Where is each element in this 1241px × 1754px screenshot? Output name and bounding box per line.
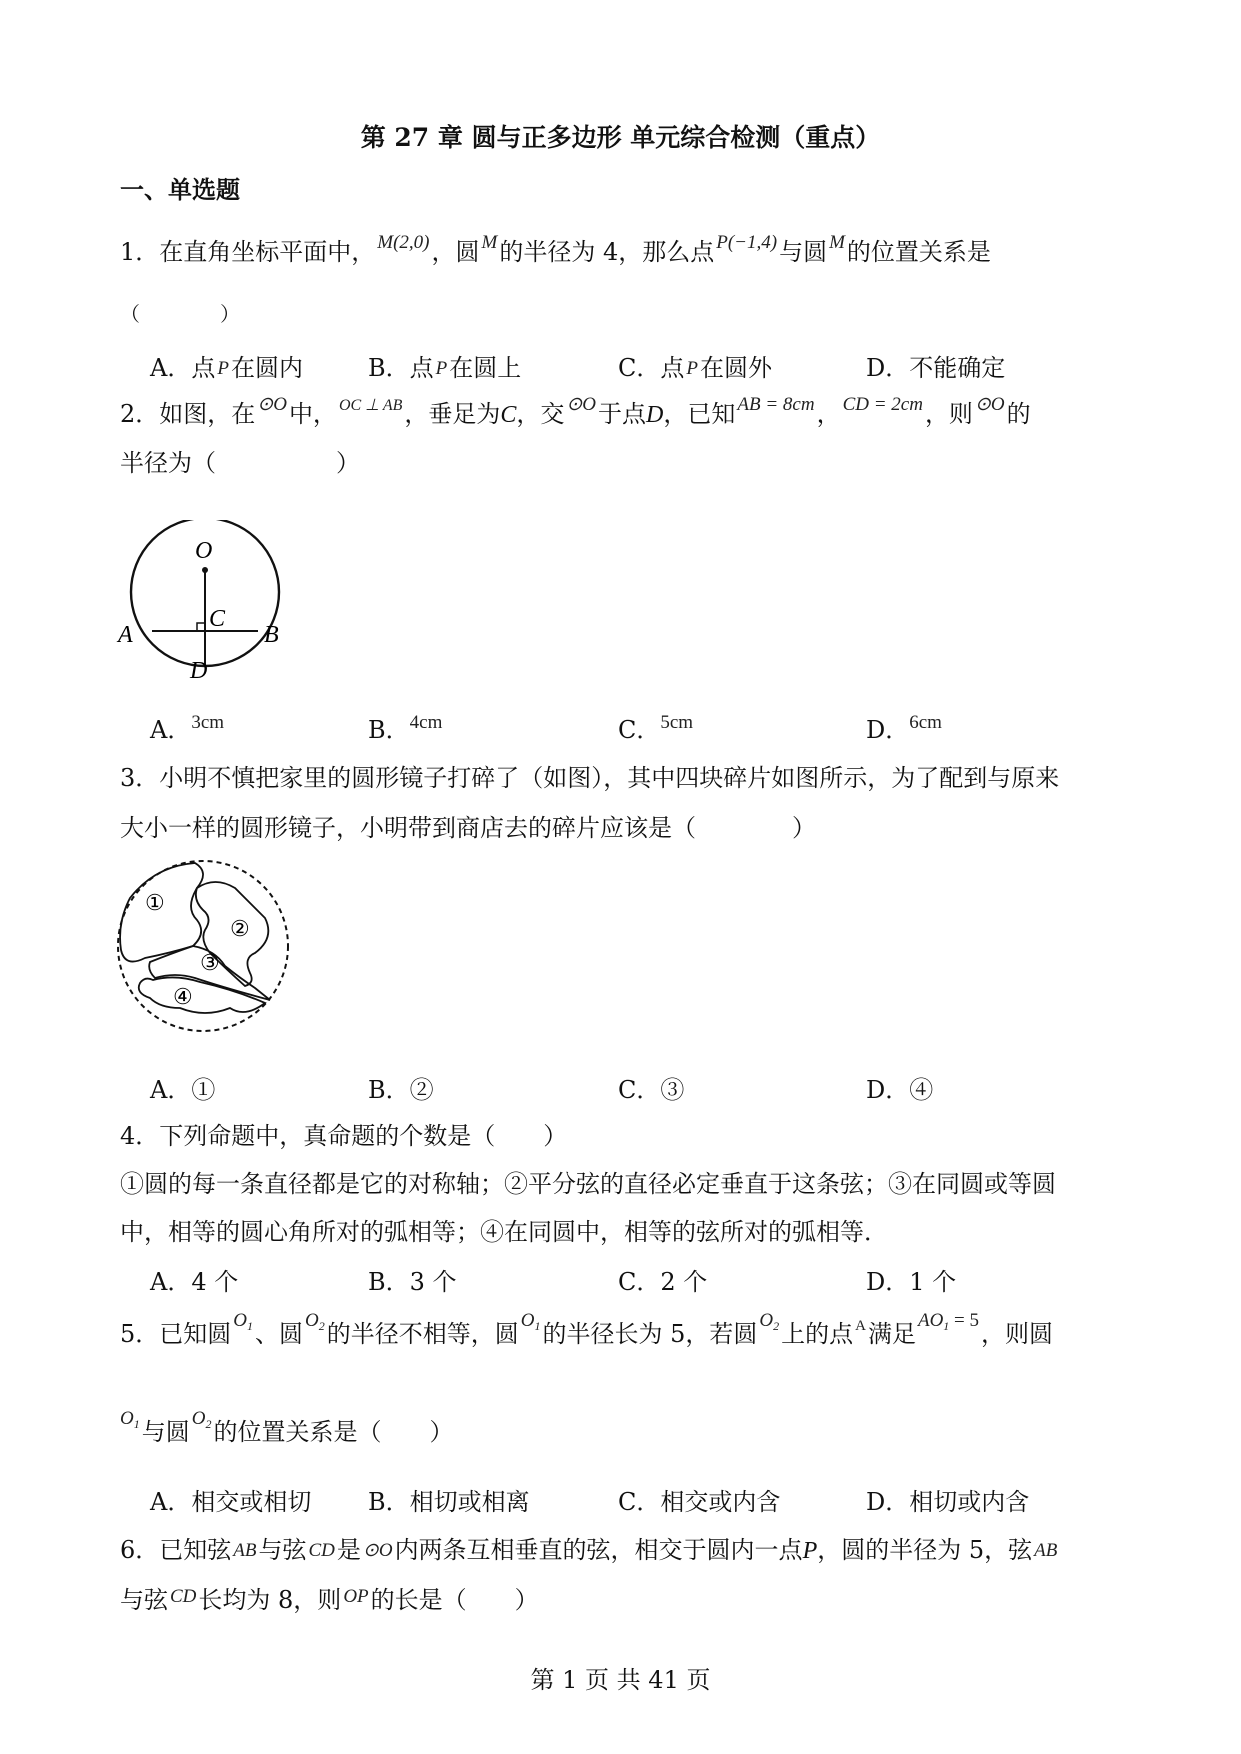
q3-option-d: D．④: [866, 1076, 934, 1104]
label-piece-1: ①: [145, 890, 165, 915]
q5-option-c: C．相交或内含: [618, 1488, 781, 1516]
label-d: D: [190, 658, 208, 680]
q4-stem-line1: 4．下列命题中，真命题的个数是（ ）: [120, 1122, 568, 1150]
q6-stem-line2: 与弦 $^{CD}$长均为 8，则 $^{OP}$的长是（ ）: [120, 1586, 539, 1614]
q1-answer-paren: （ ）: [120, 302, 240, 326]
q1-option-b: B．点 P在圆上: [368, 354, 522, 382]
q6-stem-line1: 6．已知弦 AB与弦 CD是 ⊙O内两条互相垂直的弦，相交于圆内一点P，圆的半径为 5，弦 AB: [120, 1536, 1058, 1564]
q2-stem-line1: 2．如图，在 $^{⊙O}$中， $^{OC \perp AB}$，垂足为C，交 $^{⊙O}$于点D，已知 $^{AB = 8cm}$， $^{CD = 2cm}$，则 $^{⊙O}$的: [120, 394, 1031, 428]
q3-broken-mirror-figure: [115, 858, 305, 1038]
q5-option-d: D．相切或内含: [866, 1488, 1030, 1516]
label-piece-3: ③: [200, 950, 220, 975]
center-point: [202, 567, 208, 573]
label-piece-2: ②: [230, 916, 250, 941]
section-heading: 一、单选题: [120, 175, 240, 204]
q2-option-d: D．$^{6cm}$: [866, 712, 942, 744]
q5-stem-line2: $^{O_1}$与圆 $^{O_2}$的位置关系是（ ）: [120, 1408, 454, 1446]
q2-option-b: B．$^{4cm}$: [368, 712, 443, 744]
q2-option-c: C．$^{5cm}$: [618, 712, 694, 744]
q2-option-a: A．$^{3cm}$: [150, 712, 225, 744]
q3-option-b: B．②: [368, 1076, 434, 1104]
q2-stem-line2: 半径为（ ）: [120, 449, 360, 477]
q3-option-c: C．③: [618, 1076, 685, 1104]
q4-option-d: D．1 个: [866, 1268, 957, 1296]
label-c: C: [209, 606, 226, 632]
q1-option-d: D．不能确定: [866, 354, 1006, 382]
label-o: O: [195, 538, 213, 564]
q4-option-b: B．3 个: [368, 1268, 457, 1296]
right-angle-mark: [197, 623, 205, 631]
page-footer: 第 1 页 共 41 页: [530, 1666, 711, 1694]
q5-option-b: B．相切或相离: [368, 1488, 530, 1516]
label-b: B: [264, 622, 279, 648]
q3-stem-line2: 大小一样的圆形镜子，小明带到商店去的碎片应该是（ ）: [120, 814, 816, 842]
q4-option-c: C．2 个: [618, 1268, 708, 1296]
q4-stem-line3: 中，相等的圆心角所对的弧相等；④在同圆中，相等的弦所对的弧相等．: [120, 1218, 888, 1246]
q2-circle-figure: [110, 520, 300, 680]
q4-stem-line2: ①圆的每一条直径都是它的对称轴；②平分弦的直径必定垂直于这条弦；③在同圆或等圆: [120, 1170, 1056, 1198]
q1-option-a: A．点 P在圆内: [150, 354, 303, 382]
q1-option-c: C．点 P在圆外: [618, 354, 772, 382]
label-a: A: [118, 622, 133, 648]
q3-stem-line1: 3．小明不慎把家里的圆形镜子打碎了（如图），其中四块碎片如图所示，为了配到与原来: [120, 764, 1060, 792]
page-title: 第 27 章 圆与正多边形 单元综合检测（重点）: [360, 123, 881, 152]
q5-option-a: A．相交或相切: [150, 1488, 312, 1516]
q1-stem: 1．在直角坐标平面中， $^{M(2,0)}$，圆 $^M$的半径为 4，那么点 $^{P(-1,4)}$与圆 $^M$的位置关系是: [120, 232, 991, 266]
q5-stem-line1: 5．已知圆 $^{O_1}$、圆 $^{O_2}$的半径不相等，圆 $^{O_1}$的半径长为 5，若圆 $^{O_2}$上的点 $^A$满足 $^{AO_1 = 5}$，则圆: [120, 1310, 1054, 1348]
label-piece-4: ④: [173, 984, 193, 1009]
q4-option-a: A．4 个: [150, 1268, 239, 1296]
q3-option-a: A．①: [150, 1076, 216, 1104]
